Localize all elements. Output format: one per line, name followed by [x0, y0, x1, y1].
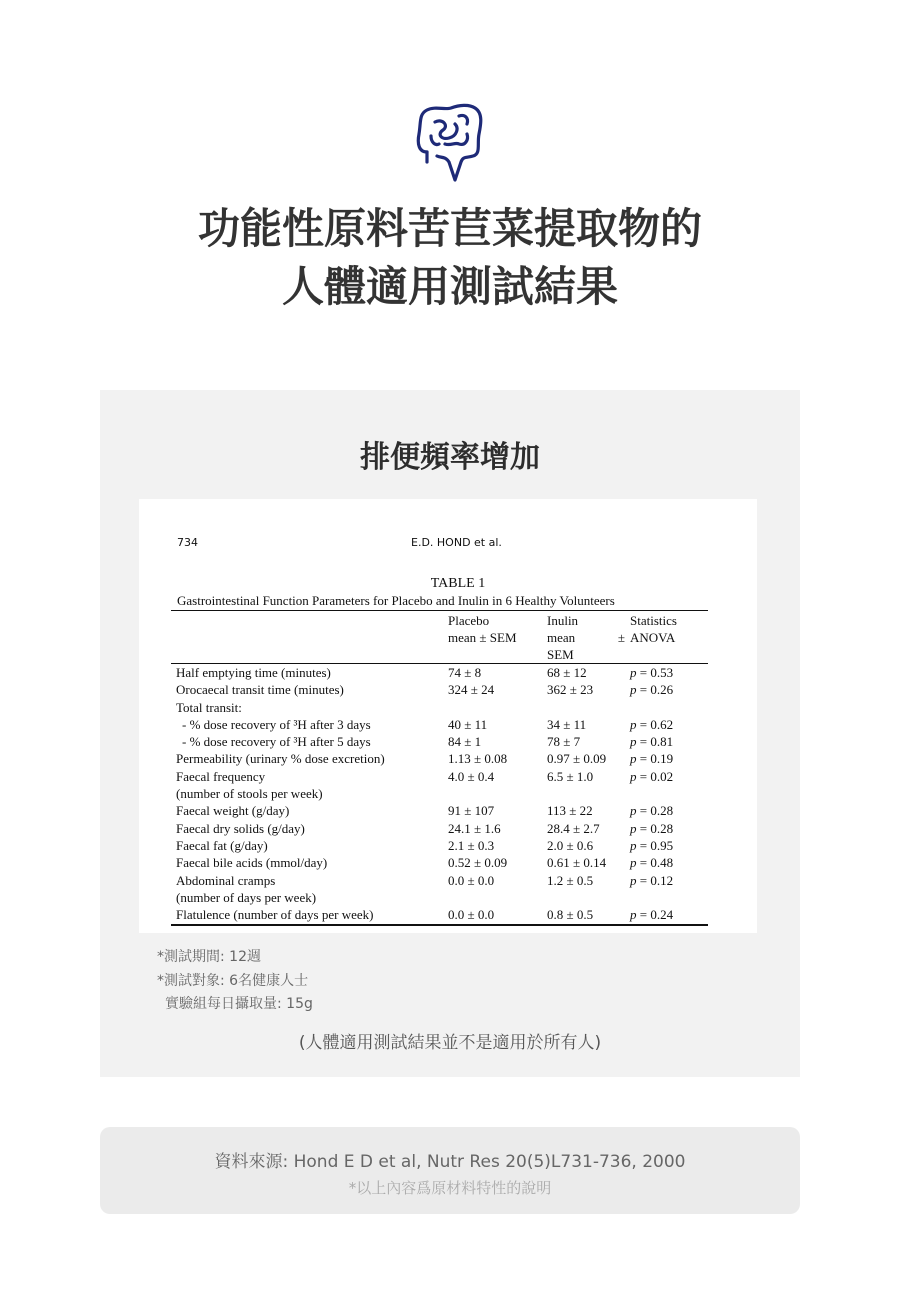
row-inulin: 0.97 ± 0.09 [547, 751, 607, 767]
row-placebo: 324 ± 24 [448, 682, 495, 698]
source-note: *以上內容爲原材料特性的說明 [348, 1179, 552, 1197]
header-placebo-line1: Placebo [448, 613, 490, 628]
row-placebo: 1.13 ± 0.08 [448, 751, 508, 767]
source-citation: 資料來源: Hond E D et al, Nutr Res 20(5)L731-736, 2000 [214, 1152, 686, 1172]
row-placebo: 0.0 ± 0.0 [448, 872, 495, 888]
header-inulin-line2: mean [547, 630, 576, 645]
table-row [139, 768, 757, 785]
row-inulin: 68 ± 12 [547, 665, 587, 680]
table-row [139, 750, 757, 767]
row-stat: p = 0.95 [630, 837, 674, 853]
row-placebo: 40 ± 11 [448, 716, 488, 732]
row-stat: p = 0.28 [630, 803, 674, 819]
results-panel [100, 390, 800, 1077]
table-row [139, 837, 757, 854]
table-row [139, 820, 757, 837]
table-row [139, 906, 757, 923]
study-table-image [139, 499, 757, 933]
row-stat: p = 0.12 [630, 872, 674, 888]
row-label: Faecal fat (g/day) [176, 837, 268, 853]
row-label: - % dose recovery of ³H after 5 days [182, 734, 371, 750]
row-placebo: 74 ± 8 [448, 665, 482, 680]
headline-line-2: 人體適用測試結果 [281, 262, 618, 311]
row-stat: p = 0.24 [630, 907, 674, 923]
row-placebo: 0.0 ± 0.0 [448, 907, 495, 923]
row-stat: p = 0.19 [630, 751, 674, 767]
table-rule-bottom [171, 924, 708, 926]
row-label: Faecal weight (g/day) [176, 803, 290, 819]
table-body [139, 664, 757, 923]
study-notes [157, 946, 313, 1017]
table-row [139, 785, 757, 802]
intestine-icon [415, 100, 485, 184]
table-row [139, 802, 757, 819]
row-label: Orocaecal transit time (minutes) [176, 682, 344, 698]
table-row [139, 681, 757, 698]
table-row [139, 872, 757, 889]
table-number: TABLE 1 [430, 576, 486, 591]
row-inulin: 362 ± 23 [547, 682, 594, 698]
row-placebo: 0.52 ± 0.09 [448, 855, 508, 871]
row-label: (number of stools per week) [176, 786, 323, 802]
source-box [100, 1127, 800, 1214]
running-head: E.D. HOND et al. [411, 536, 502, 549]
table-row [139, 889, 757, 906]
table-row [139, 716, 757, 733]
note-subjects: *測試對象: 6名健康人士 [157, 972, 309, 989]
disclaimer: (人體適用測試結果並不是適用於所有人) [298, 1033, 602, 1053]
panel-title: 排便頻率增加 [360, 440, 540, 475]
row-label: Faecal dry solids (g/day) [176, 820, 305, 836]
row-label: Total transit: [176, 699, 242, 715]
row-stat: p = 0.81 [630, 734, 674, 750]
row-label: Flatulence (number of days per week) [176, 907, 374, 923]
row-label: Abdominal cramps [176, 872, 276, 888]
table-row [139, 664, 757, 681]
row-label: (number of days per week) [176, 889, 317, 905]
table-row [139, 733, 757, 750]
row-label: Half emptying time (minutes) [176, 665, 331, 680]
page-headline [0, 200, 900, 316]
row-inulin: 6.5 ± 1.0 [547, 768, 594, 784]
header-statistics [630, 612, 677, 646]
row-label: Faecal frequency [176, 768, 266, 784]
header-stats-line1: Statistics [630, 613, 677, 628]
row-label: Faecal bile acids (mmol/day) [176, 855, 328, 871]
row-placebo: 24.1 ± 1.6 [448, 820, 501, 836]
row-stat: p = 0.02 [630, 768, 674, 784]
row-stat: p = 0.28 [630, 820, 674, 836]
table-caption: Gastrointestinal Function Parameters for Placebo and Inulin in 6 Healthy Volunteers [177, 593, 615, 608]
table-row [139, 699, 757, 716]
row-stat: p = 0.26 [630, 682, 674, 698]
header-placebo [448, 612, 517, 646]
row-placebo: 91 ± 107 [448, 803, 495, 819]
row-stat: p = 0.53 [630, 665, 674, 680]
row-inulin: 1.2 ± 0.5 [547, 872, 594, 888]
row-inulin: 28.4 ± 2.7 [547, 820, 600, 836]
note-period: *測試期間: 12週 [157, 949, 261, 965]
row-inulin: 78 ± 7 [547, 734, 581, 750]
row-inulin: 0.61 ± 0.14 [547, 855, 607, 871]
row-inulin: 34 ± 11 [547, 716, 587, 732]
row-inulin: 0.8 ± 0.5 [547, 907, 594, 923]
header-stats-line2: ANOVA [630, 630, 676, 645]
row-inulin: 113 ± 22 [547, 803, 593, 819]
row-placebo: 4.0 ± 0.4 [448, 768, 495, 784]
header-inulin-line3: SEM [547, 647, 574, 662]
row-stat: p = 0.62 [630, 716, 674, 732]
header-inulin-pm: ± [617, 630, 625, 645]
page-number: 734 [177, 536, 198, 549]
note-dose: 實驗組每日攝取量: 15g [165, 996, 313, 1012]
table-row [139, 854, 757, 871]
row-stat: p = 0.48 [630, 855, 674, 871]
row-label: - % dose recovery of ³H after 3 days [182, 716, 371, 732]
header-inulin [547, 612, 625, 663]
headline-line-1: 功能性原料苦苣菜提取物的 [197, 204, 702, 253]
header-inulin-line1: Inulin [547, 613, 579, 628]
table-rule-top [171, 610, 708, 611]
header-placebo-line2: mean ± SEM [448, 630, 517, 645]
row-inulin: 2.0 ± 0.6 [547, 837, 594, 853]
row-placebo: 84 ± 1 [448, 734, 482, 750]
row-placebo: 2.1 ± 0.3 [448, 837, 495, 853]
row-label: Permeability (urinary % dose excretion) [176, 751, 385, 767]
